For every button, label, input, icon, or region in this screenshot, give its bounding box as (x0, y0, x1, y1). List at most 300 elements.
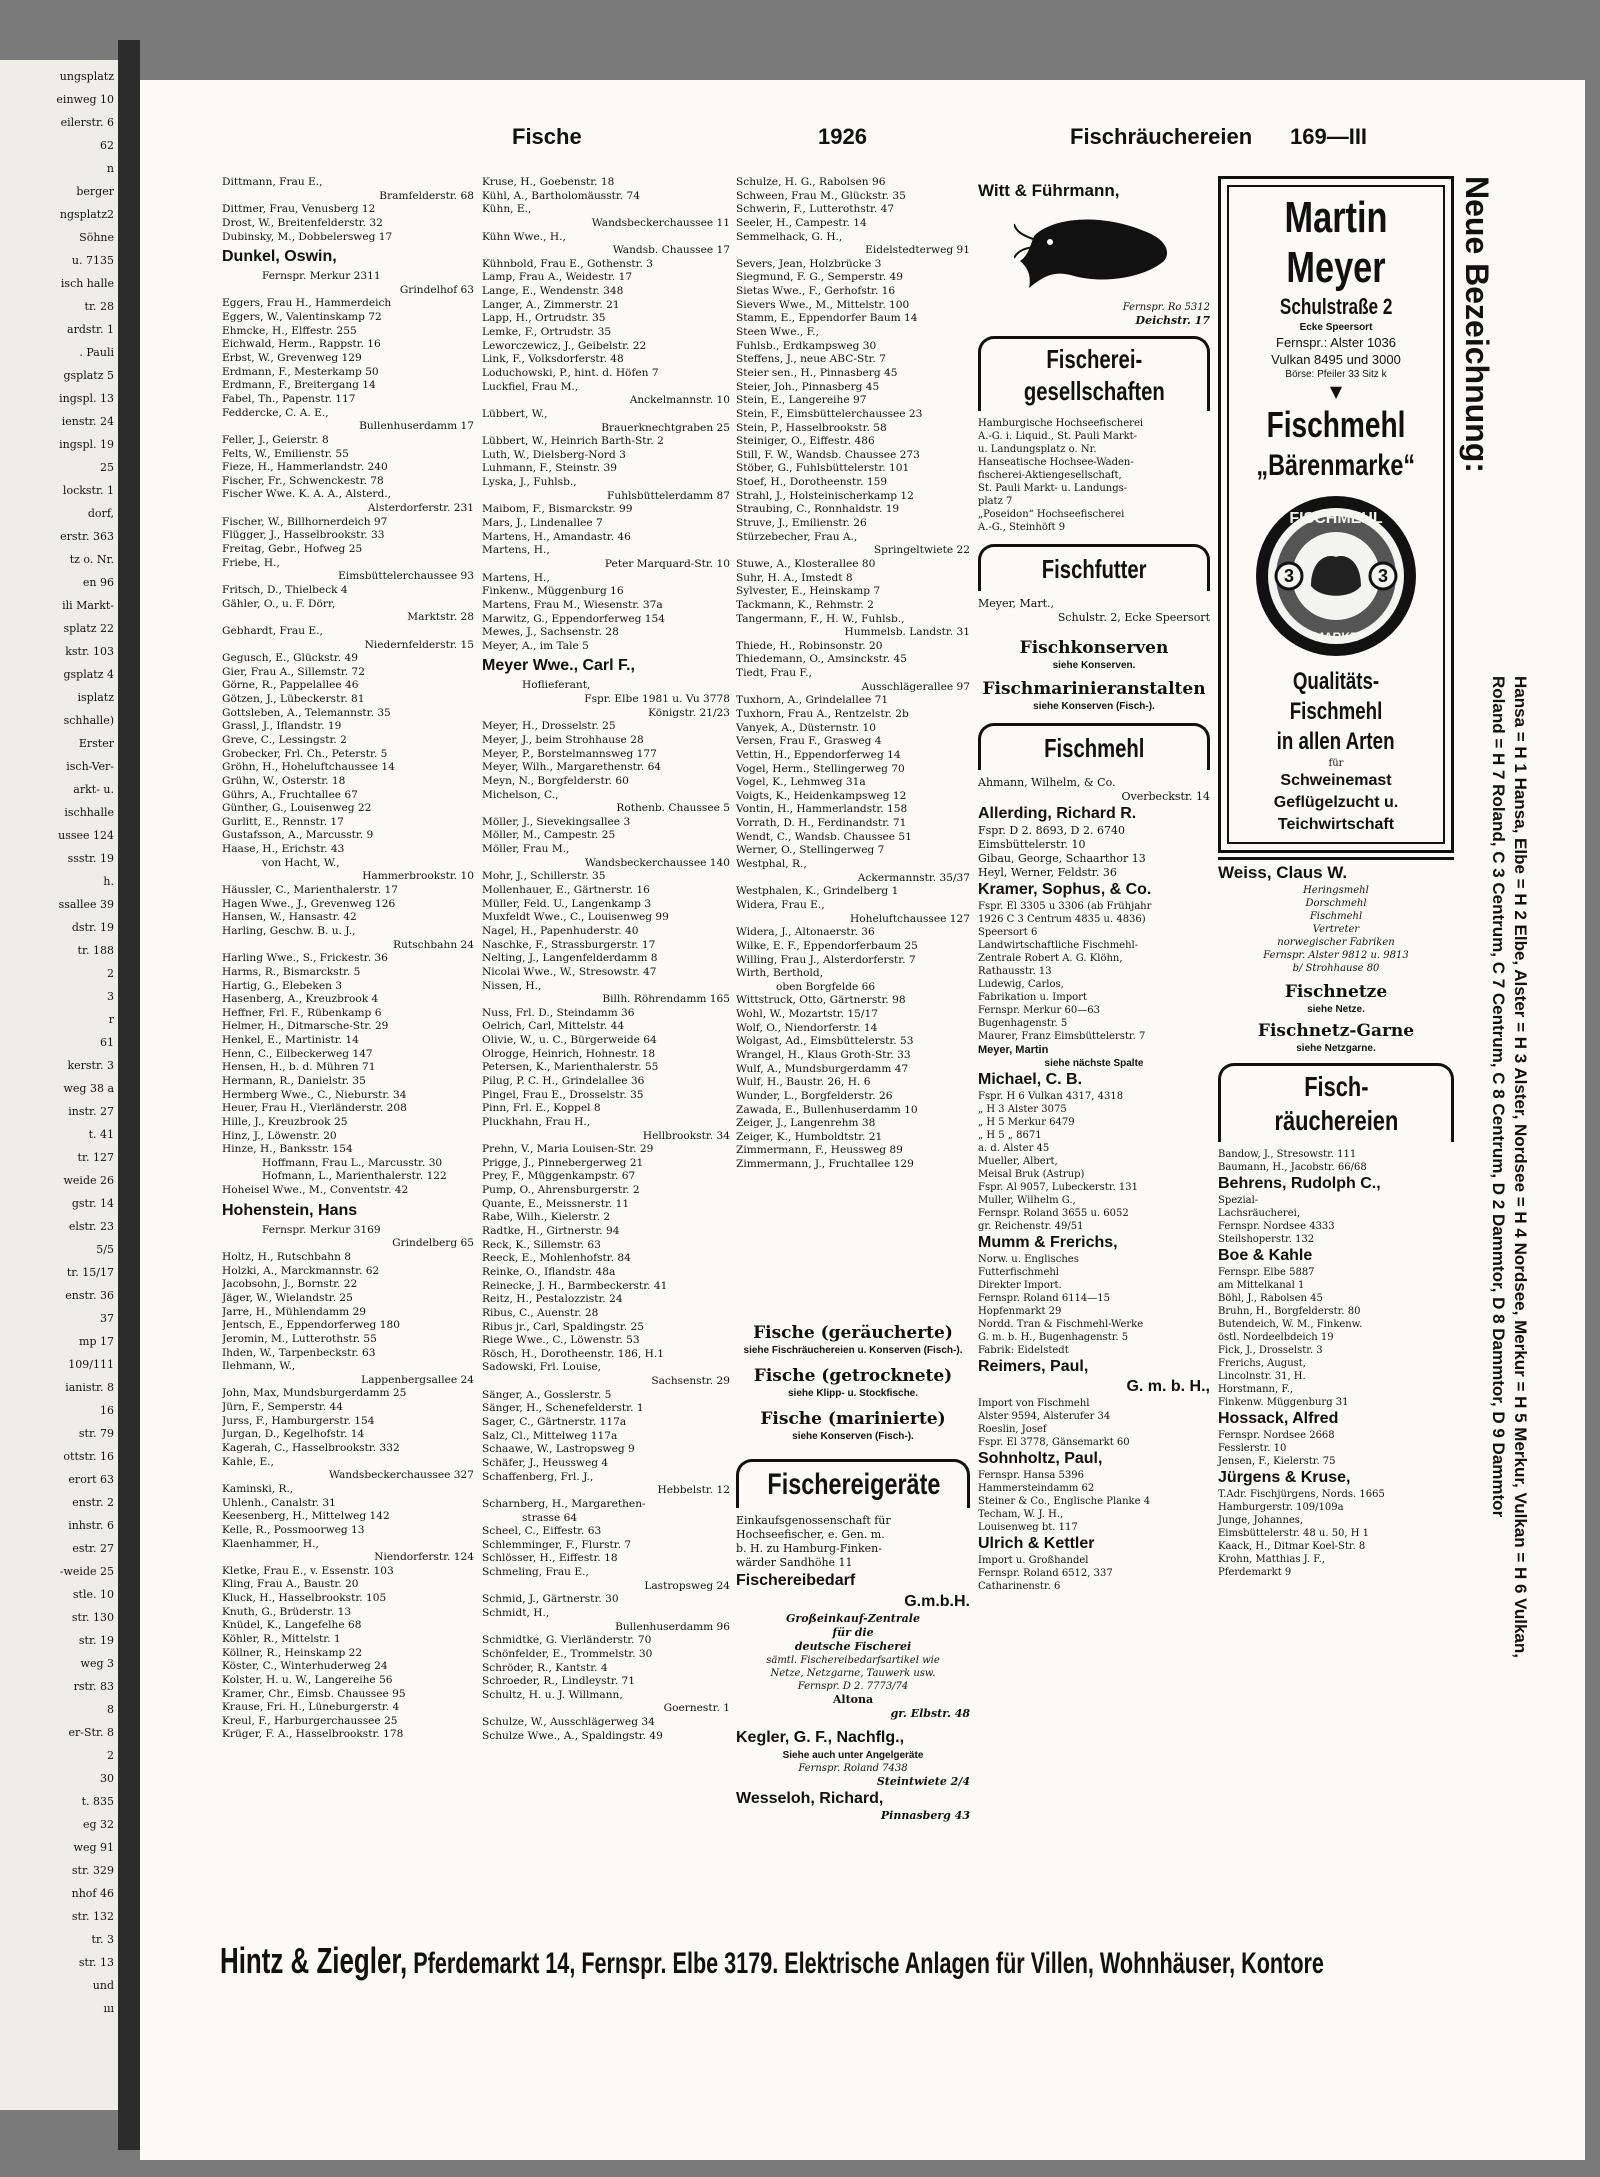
listing-line: Fischer, W., Billhornerdeich 97 (222, 515, 388, 528)
facing-page-text: 2 (107, 967, 114, 980)
listing-line: Vogel, K., Lehmweg 31a (736, 776, 866, 789)
listing-line: Straubing, C., Ronnhaldstr. 19 (736, 503, 900, 516)
column-5 (1218, 176, 1454, 1579)
entry-line: A.-G., Steinhöft 9 (978, 522, 1066, 533)
listing-line: Königstr. 21/23 (648, 706, 730, 719)
entry-line: Techam, W. J. H., (978, 1509, 1064, 1520)
entry-line: Heringsmehl (1303, 885, 1369, 896)
facing-page-text: 3 (107, 990, 114, 1003)
entry-line: Speersort 6 (978, 927, 1038, 938)
listing-line: Rothenb. Chaussee 5 (616, 802, 730, 815)
facing-page-fragment (0, 60, 118, 2110)
gesellschaften-list (978, 417, 1210, 534)
listing-line: Keesenberg, H., Mittelweg 142 (222, 1510, 390, 1523)
listing-line: Sänger, A., Gosslerstr. 5 (482, 1388, 612, 1401)
entry-line: Ludewig, Carlos, (978, 979, 1064, 990)
facing-page-text: str. 329 (71, 1864, 114, 1877)
listing-line: Marwitz, G., Eppendorferweg 154 (482, 612, 666, 625)
header-left: Fische (512, 124, 582, 149)
listing-line: Knüdel, K., Langefelhe 68 (222, 1619, 362, 1632)
listing-line: Sietas Wwe., F., Gerhofstr. 16 (736, 285, 896, 298)
entry-line: T.Adr. Fischjürgens, Nords. 1665 (1218, 1489, 1385, 1500)
footer-company: Hintz & Ziegler, (220, 1940, 408, 1981)
listing-line: Möller, Frau M., (482, 843, 570, 856)
listing-line: Grühn, W., Osterstr. 18 (222, 774, 346, 787)
entry-line: Import von Fischmehl (978, 1398, 1090, 1409)
listing-line: Gier, Frau A., Sillemstr. 72 (222, 665, 365, 678)
listing-line: Sylvester, E., Heinskamp 7 (736, 585, 881, 598)
listing-line: Ehmcke, H., Elffestr. 255 (222, 324, 357, 337)
listing-line: Scharnberg, H., Margarethen- (482, 1497, 646, 1510)
listing-line: Hoheluftchaussee 127 (850, 912, 970, 925)
facing-page-text: splatz 22 (63, 622, 114, 635)
geraete-body: Einkaufsgenossenschaft für Hochseefischer, e. Gen. m. b. H. zu Hamburg-Finken- wärder Sandhöhe 11 Fischereibedarf G.m.b.H. Großeinkauf-Zentrale für die deutsche Fischerei sämtl. Fischereibedarfsartikel wie Netze, Netzgarne, Tauwerk usw. Fernspr. D 2. 7773/74 Altona gr. Elbstr. 48 Kegler, G. F., Nachflg., Siehe auch unter Angelgeräte Fernspr. Roland 7438 Steintwiete 2/4 Wesseloh, Richard, Pinnasberg 43 (736, 1514, 970, 1822)
listing-line: Feller, J., Geierstr. 8 (222, 433, 329, 446)
listing-line: Schönfelder, E., Trommelstr. 30 (482, 1647, 653, 1660)
meyer-martin: Meyer, Martin (978, 1044, 1049, 1056)
entry-line: Mueller, Albert, (978, 1156, 1058, 1167)
listing-line: Köhler, R., Mittelstr. 1 (222, 1632, 341, 1645)
kramer-name: Kramer, Sophus, & Co. (978, 881, 1152, 898)
facing-page-text: tr. 188 (77, 944, 114, 957)
listing-line: Harling, Geschw. B. u. J., (222, 924, 356, 937)
entry-line: Fabrik: Eidelstedt (978, 1345, 1069, 1356)
listing-line: Meyer, P., Borstelmannsweg 177 (482, 747, 657, 760)
facing-page-text: enstr. 36 (65, 1289, 114, 1302)
facing-page-text: und (92, 1979, 114, 1992)
listing-line: Holtz, H., Rutschbahn 8 (222, 1251, 352, 1264)
listing-line: Schulze, W., Ausschlägerweg 34 (482, 1716, 655, 1729)
listing-line: Möller, J., Sievekingsallee 3 (482, 815, 631, 828)
listing-line: Schaffenberg, Frl. J., (482, 1470, 594, 1483)
listing-line: Pinn, Frl. E., Koppel 8 (482, 1102, 601, 1115)
listing-line: Hermberg Wwe., C., Nieburstr. 34 (222, 1088, 407, 1101)
facing-page-text: mp 17 (79, 1335, 114, 1348)
listing-heading: Dunkel, Oswin, (222, 248, 337, 266)
listing-line: Stuwe, A., Klosterallee 80 (736, 557, 876, 570)
entry-line: b/ Strohhause 80 (1292, 963, 1380, 974)
listing-line: Wandsbeckerchaussee 327 (329, 1469, 474, 1482)
facing-page-text: ssstr. 19 (67, 852, 114, 865)
svg-text:FISCHMEHL: FISCHMEHL (1289, 510, 1383, 527)
listing-line: Prehn, V., Maria Louisen-Str. 29 (482, 1143, 654, 1156)
listing-line: Görne, R., Pappelallee 46 (222, 679, 359, 692)
column-1 (222, 176, 474, 1742)
facing-page-text: 62 (100, 139, 114, 152)
entry-line: Lincolnstr. 31, H. (1218, 1371, 1306, 1382)
facing-page-text: tr. 3 (91, 1933, 114, 1946)
header-right: Fischräuchereien (1070, 124, 1253, 149)
entry-line: Fick, J., Drosselstr. 3 (1218, 1345, 1323, 1356)
listing-line: Reinke, O., Iflandstr. 48a (482, 1265, 616, 1278)
fischfutter-heading: Fischfutter (978, 544, 1210, 591)
listing-line: Martens, H., (482, 571, 550, 584)
listing-line: Kühn Wwe., H., (482, 230, 566, 243)
facing-page-text: ienstr. 24 (61, 415, 114, 428)
listing-line: Jürn, F., Semperstr. 44 (222, 1401, 343, 1414)
facing-page-text: 8 (107, 1703, 114, 1716)
listing-line: Flügger, J., Hasselbrookstr. 33 (222, 529, 385, 542)
listing-line: Hoffmann, Frau L., Marcusstr. 30 (262, 1156, 443, 1169)
listing-line: Stöber, G., Fuhlsbüttelerstr. 101 (736, 462, 910, 475)
svg-text:3: 3 (1283, 566, 1295, 586)
listing-line: Pilug, P. C. H., Grindelallee 36 (482, 1075, 645, 1087)
listing-line: Thiede, H., Robinsonstr. 20 (736, 639, 883, 652)
reimers-name: Reimers, Paul, (978, 1358, 1089, 1375)
listing-line: Sadowski, Frl. Louise, (482, 1361, 602, 1374)
facing-page-text: tr. 127 (77, 1151, 114, 1164)
facing-page-text: eg 32 (82, 1818, 114, 1831)
listing-line: Steiniger, O., Eiffestr. 486 (736, 435, 875, 448)
entry-line: Fabrikation u. Import (978, 992, 1087, 1003)
entry-line: Maurer, Franz Eimsbüttelerstr. 7 (978, 1031, 1146, 1042)
listing-line: Steier, Joh., Pinnasberg 45 (736, 380, 880, 393)
listing-line: Fritsch, D., Thielbeck 4 (222, 583, 348, 596)
listing-line: Günther, G., Louisenweg 22 (222, 802, 372, 815)
listing-line: Schulze, H. G., Rabolsen 96 (736, 176, 886, 188)
entry-line: Fernspr. Merkur 60—63 (978, 1005, 1100, 1016)
listing-line: Mewes, J., Sachsenstr. 28 (482, 626, 619, 639)
entry-line: Meisal Bruk (Astrup) (978, 1169, 1085, 1180)
michael-name: Michael, C. B. (978, 1071, 1083, 1088)
entry-line: fischerei-Aktiengesellschaft, (978, 470, 1122, 481)
listing-line: Brauerknechtgraben 25 (601, 421, 730, 434)
listing-line: Hellbrookstr. 34 (642, 1129, 730, 1142)
listing-line: Gottsleben, A., Telemannstr. 35 (222, 706, 391, 719)
listing-line: Kaminski, R., (222, 1482, 294, 1495)
gesellschaften-heading: Fischerei- gesellschaften (978, 336, 1210, 411)
listing-line: Westphal, R., (736, 858, 807, 871)
ref-konserven: Fischkonserven siehe Konserven. (1019, 638, 1169, 671)
listing-line: Häussler, C., Marienthalerstr. 17 (222, 884, 399, 897)
listing-line: Kreul, F., Harburgerchaussee 25 (222, 1714, 398, 1727)
listing-line: Leworczewicz, J., Geibelstr. 22 (482, 339, 647, 352)
listing-line: Fieze, H., Hammerlandstr. 240 (222, 461, 388, 474)
listing-line: Nicolai Wwe., W., Stresowstr. 47 (482, 965, 657, 978)
listing-line: Pluckhahn, Frau H., (482, 1115, 591, 1128)
listing-line: Bullenhuserdamm 17 (359, 420, 474, 433)
listing-line: Kruse, H., Goebenstr. 18 (482, 176, 615, 188)
listing-line: Erdmann, F., Mesterkamp 50 (222, 365, 379, 378)
listing-line: Jurss, F., Hamburgerstr. 154 (222, 1414, 375, 1427)
listing-line: Luhmann, F., Steinstr. 39 (482, 462, 618, 475)
facing-page-text: 25 (100, 461, 114, 474)
listing-line: Finkenw., Müggenburg 16 (482, 585, 624, 598)
listing-line: Schröder, R., Kantstr. 4 (482, 1661, 608, 1674)
entry-line: Muller, Wilhelm G., (978, 1195, 1076, 1206)
listing-line: Nagel, H., Papenhuderstr. 40 (482, 924, 639, 937)
listing-line: Steen Wwe., F., (736, 326, 820, 339)
listing-line: Meyer, H., Drosselstr. 25 (482, 720, 616, 733)
listing-line: Zawada, E., Bullenhuserdamm 10 (736, 1103, 918, 1116)
column-2 (482, 176, 730, 1743)
listing-line: Ackermannstr. 35/37 (857, 871, 970, 884)
listing-line: Schlösser, H., Eiffestr. 18 (482, 1552, 618, 1565)
listing-line: Ribus, C., Auenstr. 28 (482, 1306, 599, 1319)
listing-line: Schmidtke, G. Vierländerstr. 70 (482, 1634, 652, 1647)
listing-line: Schäfer, J., Heussweg 4 (482, 1456, 609, 1469)
listing-line: Quante, E., Meissnerstr. 11 (482, 1197, 630, 1210)
listing-line: Möller, M., Campestr. 25 (482, 829, 616, 842)
allerding-name: Allerding, Richard R. (978, 805, 1137, 822)
facing-page-text: 109/111 (68, 1358, 114, 1371)
facing-page-text: isch-Ver- (66, 760, 114, 773)
mumm-block (978, 1253, 1210, 1357)
listing-line: Tangermann, F., H. W., Fuhlsb., (736, 612, 905, 625)
listing-line: Wolgast, Ad., Eimsbüttelerstr. 53 (736, 1035, 914, 1048)
listing-line: Olivie, W., u. C., Bürgerweide 64 (482, 1034, 657, 1047)
listing-line: Kletke, Frau E., v. Essenstr. 103 (222, 1564, 394, 1577)
facing-page-text: ussee 124 (58, 829, 114, 842)
entry-line: Fernspr. Hansa 5396 (978, 1470, 1084, 1481)
listing-line: Reinecke, J. H., Barmbeckerstr. 41 (482, 1279, 668, 1292)
listing-line: Schmeling, Frau E., (482, 1566, 589, 1579)
mehl-line: Overbeckstr. 14 (1121, 790, 1210, 803)
listing-line: Lübbert, W., (482, 407, 548, 420)
mehl-line: Ahmann, Wilhelm, & Co. (978, 776, 1116, 789)
listing-line: Oelrich, Carl, Mittelstr. 44 (482, 1020, 625, 1033)
listing-line: Hinz, J., Löwenstr. 20 (222, 1129, 337, 1142)
facing-page-text: kstr. 103 (65, 645, 114, 658)
listing-line: Friebe, H., (222, 556, 280, 569)
listing-line: Vanyek, A., Düsternstr. 10 (736, 721, 876, 734)
entry-line: Eimsbüttelerstr. 10 (978, 838, 1086, 851)
listing-line: Hinze, H., Banksstr. 154 (222, 1143, 353, 1156)
listing-line: Eggers, Frau H., Hammerdeich (222, 297, 392, 310)
listing-line: Olrogge, Heinrich, Hohnestr. 18 (482, 1047, 656, 1060)
entry-line: Pferdemarkt 9 (1218, 1567, 1292, 1578)
listing-line: Strahl, J., Holsteinischerkamp 12 (736, 489, 914, 502)
ref-fischnetz-garne: Fischnetz-Garne siehe Netzgarne. (1257, 1021, 1415, 1054)
listing-line: Fuhlsbüttelerdamm 87 (607, 489, 730, 502)
listing-line: Martens, Frau M., Wiesenstr. 37a (482, 598, 663, 611)
meyer-martin-note: siehe nächste Spalte (1044, 1058, 1144, 1069)
listing-line: Freitag, Gebr., Hofweg 25 (222, 543, 363, 556)
listing-line: Hasenberg, A., Kreuzbrook 4 (222, 993, 379, 1006)
entry-line: Dorschmehl (1305, 898, 1367, 909)
listing-line: Fernspr. Merkur 3169 (262, 1223, 381, 1236)
listing-line: Mollenhauer, E., Gärtnerstr. 16 (482, 884, 650, 897)
entry-line: Fesslerstr. 10 (1218, 1443, 1287, 1454)
column-3-lower (736, 1316, 970, 1823)
listing-line: Jäger, W., Wielandstr. 25 (222, 1291, 353, 1304)
sohnholtz-name: Sohnholtz, Paul, (978, 1450, 1103, 1467)
facing-page-text: berger (76, 185, 114, 198)
listing-line: oben Borgfelde 66 (776, 980, 876, 993)
entry-line: G. m. b. H., Bugenhagenstr. 5 (978, 1332, 1129, 1343)
entry-line: Butendeich, W. M., Finkenw. (1218, 1319, 1363, 1330)
entry-line: Fischmehl (1309, 911, 1363, 922)
reimers-gmbh: G. m. b. H., (1126, 1378, 1210, 1395)
entry-line: norwegischer Fabriken (1277, 937, 1395, 948)
listing-line: Ihden, W., Tarpenbeckstr. 63 (222, 1346, 376, 1359)
listing-line: Eimsbüttelerchaussee 93 (338, 570, 474, 583)
facing-page-text: ungsplatz (59, 70, 114, 83)
listing-line: Kling, Frau A., Baustr. 20 (222, 1578, 359, 1591)
listing-line: Stein, F., Eimsbüttelerchaussee 23 (736, 407, 923, 420)
entry-line: u. Landungsplatz o. Nr. (978, 444, 1097, 455)
listing-line: Sachsenstr. 29 (651, 1375, 730, 1388)
allerding-block (978, 824, 1210, 880)
sohnholtz-block (978, 1469, 1210, 1534)
listing-line: Thiedemann, O., Amsinckstr. 45 (736, 653, 908, 666)
listing-line: Jacobsohn, J., Bornstr. 22 (222, 1278, 358, 1291)
listing-line: Naschke, F., Strassburgerstr. 17 (482, 938, 656, 951)
ref-getrocknete: Fische (getrocknete) siehe Klipp- u. Stockfische. (753, 1366, 953, 1399)
listing-line: Wandsbeckerchaussee 140 (585, 856, 730, 869)
facing-page-text: er-Str. 8 (68, 1726, 114, 1739)
listing-line: Eggers, W., Valentinskamp 72 (222, 311, 382, 324)
facing-page-text: gstr. 14 (71, 1197, 114, 1210)
facing-page-text: elstr. 23 (68, 1220, 114, 1233)
listing-line: Ribus jr., Carl, Spaldingstr. 25 (482, 1320, 644, 1333)
listing-line: Feddercke, C. A. E., (222, 406, 329, 419)
entry-line: Fspr. H 6 Vulkan 4317, 4318 (978, 1091, 1124, 1102)
listing-line: Müller, Feld. U., Langenkamp 3 (482, 897, 652, 910)
listing-line: Meyn, N., Borgfelderstr. 60 (482, 774, 629, 787)
facing-page-text: n (106, 162, 114, 175)
geraete-heading: Fischereigeräte (736, 1459, 970, 1508)
listing-line: Langer, A., Zimmerstr. 21 (482, 298, 620, 311)
listing-line: Vorrath, D. H., Ferdinandstr. 71 (736, 817, 907, 830)
facing-page-text: Erster (78, 737, 114, 750)
ref-marinieranstalten: Fischmarinieranstalten siehe Konserven (Fisch-). (982, 679, 1206, 712)
listing-line: Hartig, G., Elebeken 3 (222, 979, 343, 992)
listing-line: Lemke, F., Ortrudstr. 35 (482, 326, 612, 339)
listing-line: Martens, H., (482, 544, 550, 557)
entry-line: Catharinenstr. 6 (978, 1581, 1061, 1592)
listing-line: Stein, P., Hasselbrookstr. 58 (736, 421, 887, 434)
listing-line: Zimmermann, F., Heussweg 89 (736, 1144, 903, 1157)
mumm-name: Mumm & Frerichs, (978, 1234, 1118, 1251)
facing-page-text: instr. 27 (68, 1105, 114, 1118)
listing-line: strasse 64 (522, 1511, 578, 1524)
entry-line: Hanseatische Hochsee-Waden- (978, 457, 1134, 468)
facing-page-text: weg 3 (80, 1657, 114, 1670)
listing-line: Rösch, H., Dorotheenstr. 186, H.1 (482, 1347, 665, 1360)
facing-page-text: ingspl. 19 (59, 438, 114, 451)
facing-page-text: dorf, (87, 507, 114, 520)
entry-line: Alster 9594, Alsterufer 34 (978, 1411, 1111, 1422)
listing-line: Niendorferstr. 124 (374, 1551, 474, 1564)
entry-line: gr. Reichenstr. 49/51 (978, 1221, 1084, 1232)
listing-line: Prey, F., Müggenkampstr. 67 (482, 1170, 636, 1183)
listing-line: Fspr. Elbe 1981 u. Vu 3778 (584, 693, 730, 706)
entry-line: Futterfischmehl (978, 1267, 1059, 1278)
listing-line: Kahle, E., (222, 1455, 274, 1468)
listing-line: Semmelhack, G. H., (736, 230, 843, 243)
entry-line: Fernspr. Nordsee 2668 (1218, 1430, 1335, 1441)
listing-line: Hoflieferant, (522, 679, 591, 692)
listing-line: Sager, C., Gärtnerstr. 117a (482, 1416, 627, 1429)
listing-line: Jeromin, M., Lutterothstr. 55 (222, 1332, 377, 1345)
listing-line: Harling Wwe., S., Frickestr. 36 (222, 952, 388, 965)
listing-line: Gurlitt, E., Rennstr. 17 (222, 815, 344, 828)
entry-line: Bruhn, H., Borgfelderstr. 80 (1218, 1306, 1361, 1317)
listing-line: Lange, E., Wendenstr. 348 (482, 285, 624, 298)
facing-page-text: stle. 10 (72, 1588, 114, 1601)
facing-page-text: 61 (100, 1036, 114, 1049)
listing-line: Steier sen., H., Pinnasberg 45 (736, 366, 898, 379)
listing-line: Gegusch, E., Glückstr. 49 (222, 652, 358, 665)
facing-page-text: weide 26 (63, 1174, 114, 1187)
listing-line: Marktstr. 28 (407, 611, 474, 624)
baerenmarke-seal (1251, 491, 1421, 661)
listing-line: Bramfelderstr. 68 (379, 189, 474, 202)
listing-line: Eidelstedterweg 91 (865, 244, 970, 257)
facing-page-text: 37 (100, 1312, 114, 1325)
facing-page-text: 30 (100, 1772, 114, 1785)
facing-page-text: inhstr. 6 (68, 1519, 114, 1532)
listing-line: Hebbelstr. 12 (657, 1484, 730, 1497)
listing-line: Reitz, H., Pestalozzistr. 24 (482, 1293, 623, 1306)
page-number: 169—III (1290, 124, 1368, 149)
facing-page-text: tr. 28 (84, 300, 114, 313)
listing-line: Wilke, E. F., Eppendorferbaum 25 (736, 939, 918, 952)
listing-line: Fischer, Fr., Schwenckestr. 78 (222, 474, 384, 487)
listing-line: Widera, Frau E., (736, 898, 825, 911)
listing-line: Niedernfelderstr. 15 (364, 638, 474, 651)
facing-page-text: ssallee 39 (58, 898, 114, 911)
entry-line: platz 7 (978, 496, 1013, 507)
listing-line: Grassl, J., Iflandstr. 19 (222, 720, 342, 733)
listing-line: Stoef, H., Dorotheenstr. 159 (736, 476, 888, 489)
facing-page-text: . Pauli (79, 346, 114, 359)
listing-line: Greve, C., Lessingstr. 2 (222, 733, 347, 746)
entry-line: Louisenweg bt. 117 (978, 1522, 1078, 1533)
listing-line: Schwerin, F., Lutterothstr. 47 (736, 203, 895, 216)
behrens-name: Behrens, Rudolph C., (1218, 1175, 1381, 1192)
entry-line: Steilshoperstr. 132 (1218, 1234, 1315, 1245)
listing-line: Drost, W., Breitenfelderstr. 32 (222, 216, 383, 229)
listing-line: Tuxhorn, A., Grindelallee 71 (736, 694, 889, 707)
entry-line: Fspr. El 3778, Gänsemarkt 60 (978, 1437, 1130, 1448)
listing-line: Wittstruck, Otto, Gärtnerstr. 98 (736, 994, 906, 1007)
listing-line: Martens, H., Amandastr. 46 (482, 530, 631, 543)
entry-line: Steiner & Co., Englische Planke 4 (978, 1496, 1151, 1507)
listing-line: Tiedt, Frau F., (736, 667, 812, 680)
facing-page-text: str. 132 (71, 1910, 114, 1923)
facing-page-text: 16 (100, 1404, 114, 1417)
listing-heading: Meyer Wwe., Carl F., (482, 657, 635, 675)
listing-line: Suhr, H. A., Imstedt 8 (736, 571, 853, 584)
listing-line: Gröhn, H., Hoheluftchaussee 14 (222, 761, 395, 774)
facing-page-text: h. (103, 875, 114, 888)
listing-line: Versen, Frau F., Grasweg 4 (736, 735, 882, 748)
listing-line: Schaawe, W., Lastropsweg 9 (482, 1443, 635, 1456)
listing-line: Kelle, R., Possmoorweg 13 (222, 1523, 365, 1536)
svg-text:3: 3 (1377, 566, 1389, 586)
facing-page-text: erort 63 (68, 1473, 114, 1486)
entry-line: Vertreter (1312, 924, 1360, 935)
listing-line: Radtke, H., Girtnerstr. 94 (482, 1225, 620, 1238)
column-4 (978, 176, 1210, 1593)
facing-page-text: kerstr. 3 (67, 1059, 114, 1072)
listing-line: Stein, E., Langereihe 97 (736, 394, 867, 407)
listing-line: Hummelsb. Landstr. 31 (844, 626, 970, 639)
facing-page-text: ardstr. 1 (67, 323, 114, 336)
facing-page-text: einweg 10 (56, 93, 114, 106)
entry-line: Direkter Import. (978, 1280, 1062, 1291)
listing-line: Uhlenh., Canalstr. 31 (222, 1496, 336, 1509)
ref-fischnetze: Fischnetze siehe Netze. (1284, 982, 1388, 1015)
juergens-block (1218, 1488, 1454, 1579)
listing-line: Kühnbold, Frau E., Gothenstr. 3 (482, 257, 654, 270)
ref-marinierte: Fische (marinierte) siehe Konserven (Fisch-). (760, 1409, 946, 1442)
listing-line: Henn, C., Eilbeckerweg 147 (222, 1047, 373, 1060)
listing-line: Schmidt, H., (482, 1606, 550, 1619)
facing-page-text: schhalle) (63, 714, 114, 727)
